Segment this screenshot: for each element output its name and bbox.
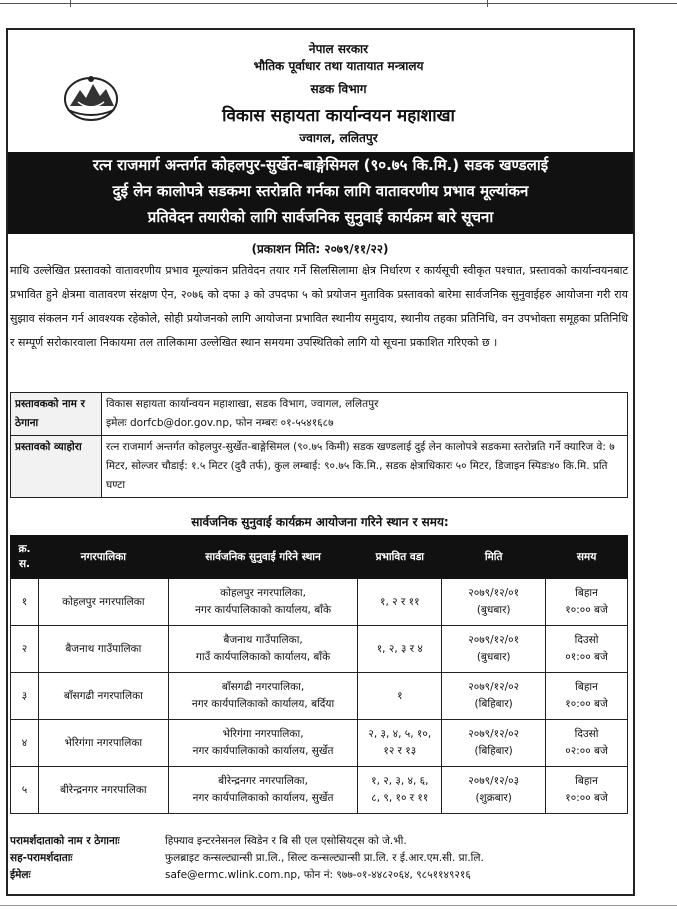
publication-date: (प्रकाशन मिति: २०७९/११/२२): [251, 242, 389, 256]
top-rule-tick: [487, 0, 488, 7]
cell-wards-text: १: [397, 689, 403, 702]
cell-venue-text: बाँसगढी नगरपालिका,: [221, 681, 305, 693]
cell-venue-text: कोहलपुर नगरपालिका,: [220, 587, 306, 599]
bottom-rule: [0, 905, 677, 906]
cell-date-text: २०७९/१२/०२: [468, 681, 520, 693]
proponent-value: [102, 393, 628, 436]
table-row: [11, 767, 628, 814]
header-office: विकास सहायता कार्यान्वयन महाशाखा: [222, 106, 455, 126]
cell-wards: [358, 626, 442, 673]
proposal-info-table: [10, 392, 628, 498]
email-row: [10, 867, 630, 884]
cell-sn-text: ३: [21, 689, 28, 702]
cell-venue: [168, 720, 358, 767]
notice-title-banner: [8, 152, 633, 234]
intro-paragraph: माथि उल्लेखित प्रस्तावको वातावरणीय प्रभाव मूल्यांकन प्रतिवेदन तयार गर्ने सिलसिलामा क्षेत्र निर्धारण र कार्यसूची स्वीकृत पश्चात, प्रस्तावको कार्यान्वयनबाट प्रभावित हुने क्षेत्रमा वातावरण संरक्षण ऐन, २०७६ को दफा ३ को उपदफा ५ को प्रयोजन मुताविक प्रस्तावको बारेमा सार्वजनिक सुनुवाईहरु आयोजना गरी राय सुझाव संकलन गर्न आवश्यक रहेकोले, सोही प्रयोजनको लागि आयोजना प्रभावित स्थानीय समुदाय, स्थानीय तहका प्रतिनिधि, वन उपभोक्ता समूहका प्रतिनिधि र सम्पूर्ण सरोकारवाला निकायमा तल तालिकामा उल्लेखित स्थान समयमा उपस्थितिको लागि यो सूचना प्रकाशित गरिएको छ ।: [10, 264, 628, 349]
cell-sn-text: २: [21, 642, 28, 655]
top-rule: [0, 3, 677, 4]
proponent-label: प्रस्तावकको नाम र ठेगाना: [11, 393, 102, 436]
top-rule-tick: [70, 0, 71, 7]
cell-venue-text: नगर कार्यपालिकाको कार्यालय, बर्दिया: [191, 698, 335, 710]
cell-wards-text: १, २ र ११: [380, 595, 420, 608]
proposal-description: रत्न राजमार्ग अन्तर्गत कोहलपुर-सुर्खेत-बाङ्गेसिमल (९०.७५ किमी) सडक खण्डलाई दुई लेन कालोपत्रे सडकमा स्तरोन्नति गर्ने क्यारिज वे: ७ मिटर, सोल्जर चौडाई: १.५ मिटर (दुवै तर्फ), कुल लम्बाई: ९०.७५ कि.मि., सडक क्षेत्राधिकारः ५० मिटर, डिजाइन स्पिडः४० कि.मि. प्रति घण्टा: [102, 436, 628, 498]
cell-sn-text: ५: [21, 783, 28, 796]
col-header-wards: प्रभावित वडा: [358, 536, 442, 579]
cell-time-text: दिउसो: [574, 728, 599, 740]
hearing-schedule-table: [10, 535, 628, 814]
email-label: ईमेलः: [10, 869, 31, 881]
cell-venue-text: बीरेन्द्रनगर नगरपालिका,: [218, 775, 308, 787]
cell-time-text: १०:०० बजे: [565, 698, 608, 710]
cell-time: [546, 673, 628, 720]
cell-date-text: २०७९/१२/०१: [468, 587, 520, 599]
cell-wards-text: ८, ९, १० र ११: [371, 792, 429, 804]
cell-venue-text: बैजनाथ गाउँपालिका,: [223, 634, 303, 646]
proposal-row: [11, 436, 628, 498]
header-department: सडक विभाग: [310, 82, 367, 96]
cell-time: [546, 626, 628, 673]
cell-municipality: [38, 767, 168, 814]
schedule-header-row: [11, 536, 628, 579]
co-consultant-label: सह-परामर्शदाताः: [10, 852, 73, 864]
cell-venue-text: भेरिगंगा नगरपालिका,: [222, 728, 304, 740]
col-header-sn: क्र. स.: [11, 536, 39, 579]
cell-time: [546, 720, 628, 767]
proponent-address: विकास सहायता कार्यान्वयन महाशाखा, सडक विभाग, ज्वागल, ललितपुर: [106, 398, 379, 410]
cell-municipality-text: बाँसगढी नगरपालिका: [63, 689, 143, 702]
consultant-label: परामर्शदाताको नाम र ठेगानाः: [10, 835, 120, 847]
table-row: [11, 579, 628, 626]
cell-date-text: २०७९/१२/०१: [468, 634, 520, 646]
nepal-emblem-icon: [62, 72, 120, 122]
consultant-value: हिफ्याव इन्टरनेसनल स्विडेन र बि सी एल एसोसियट्स को जे.भी.: [165, 835, 407, 847]
cell-venue: [168, 767, 358, 814]
cell-wards: [358, 579, 442, 626]
header-ministry: भौतिक पूर्वाधार तथा यातायात मन्त्रालय: [253, 59, 424, 73]
cell-venue-text: गाउँ कार्यपालिकाको कार्यालय, बाँके: [195, 651, 331, 663]
table-row: [11, 720, 628, 767]
cell-sn: [11, 767, 39, 814]
cell-sn: [11, 673, 39, 720]
cell-time-text: ०१:०० बजे: [565, 651, 608, 663]
cell-sn: [11, 626, 39, 673]
cell-date-text: २०७९/१२/०२: [468, 728, 520, 740]
cell-sn-text: १: [21, 595, 28, 608]
consultant-footer: [10, 833, 630, 884]
cell-venue-text: नगर कार्यपालिकाको कार्यालय, सुर्खेत: [192, 792, 334, 804]
cell-date: [442, 720, 546, 767]
co-consultant-row: [10, 850, 630, 867]
cell-time: [546, 767, 628, 814]
cell-time-text: बिहान: [575, 775, 598, 787]
cell-time-text: १०:०० बजे: [565, 604, 608, 616]
cell-time-text: बिहान: [575, 587, 598, 599]
cell-venue: [168, 579, 358, 626]
header-gov: नेपाल सरकार: [308, 42, 369, 56]
proposal-label: प्रस्तावको व्याहोरा: [11, 436, 102, 498]
table-row: [11, 626, 628, 673]
cell-municipality-text: बीरेन्द्रनगर नगरपालिका: [60, 783, 147, 796]
cell-sn-text: ४: [21, 736, 28, 749]
cell-municipality: [38, 720, 168, 767]
col-header-time: समय: [546, 536, 628, 579]
cell-municipality: [38, 626, 168, 673]
cell-date: [442, 673, 546, 720]
banner-line-3: प्रतिवेदन तयारीको लागि सार्वजनिक सुनुवाई कार्यक्रम बारे सूचना: [147, 208, 494, 226]
cell-municipality: [38, 673, 168, 720]
cell-sn: [11, 720, 39, 767]
cell-date-text: (बिहिबार): [474, 745, 513, 757]
proponent-row: [11, 393, 628, 436]
cell-venue-text: नगर कार्यपालिकाको कार्यालय, सुर्खेत: [192, 745, 334, 757]
cell-date: [442, 626, 546, 673]
cell-date-text: (शुक्रबार): [475, 792, 512, 804]
banner-line-1: रत्न राजमार्ग अन्तर्गत कोहलपुर-सुर्खेत-बाङ्गेसिमल (९०.७५ कि.मि.) सडक खण्डलाई: [92, 156, 549, 174]
cell-date: [442, 579, 546, 626]
cell-time: [546, 579, 628, 626]
cell-municipality: [38, 579, 168, 626]
cell-wards-text: २, ३, ४, ५, १०,: [368, 728, 432, 740]
banner-line-2: दुई लेन कालोपत्रे सडकमा स्तरोन्नति गर्नका लागि वातावरणीय प्रभाव मूल्यांकन: [112, 182, 529, 200]
cell-date-text: (बिहिबार): [474, 698, 513, 710]
cell-date-text: (बुधबार): [476, 604, 511, 616]
col-header-municipality: नगरपालिका: [38, 536, 168, 579]
email-value: safe@ermc.wlink.com.np, फोन नं: ९७७-०१-४४८२०६४, ९८५११४९२१६: [165, 869, 471, 881]
cell-time-text: १०:०० बजे: [565, 792, 608, 804]
cell-wards-text: १, २, ३, ४, ६,: [371, 775, 429, 787]
cell-date-text: २०७९/१२/०३: [468, 775, 520, 787]
table-row: [11, 673, 628, 720]
cell-municipality-text: भेरिगंगा नगरपालिका: [64, 736, 143, 749]
cell-date-text: (बुधबार): [476, 651, 511, 663]
consultant-row: [10, 833, 630, 850]
cell-venue: [168, 626, 358, 673]
cell-wards-text: १२ र १३: [383, 745, 417, 757]
cell-venue-text: नगर कार्यपालिकाको कार्यालय, बाँके: [195, 604, 332, 616]
header-location: ज्वागल, ललितपुर: [299, 131, 378, 145]
cell-wards-text: १, २, ३ र ४: [376, 642, 423, 655]
cell-wards: [358, 720, 442, 767]
cell-wards: [358, 767, 442, 814]
cell-venue: [168, 673, 358, 720]
col-header-date: मिति: [442, 536, 546, 579]
schedule-title: सार्वजनिक सुनुवाई कार्यक्रम आयोजना गरिने स्थान र समय:: [191, 515, 449, 529]
cell-time-text: ०२:०० बजे: [565, 745, 608, 757]
cell-time-text: दिउसो: [574, 634, 599, 646]
cell-municipality-text: कोहलपुर नगरपालिका: [62, 595, 145, 608]
cell-sn: [11, 579, 39, 626]
col-header-venue: सार्वजनिक सुनुवाई गरिने स्थान: [168, 536, 358, 579]
cell-date: [442, 767, 546, 814]
co-consultant-value: फुलब्राइट कन्सल्ट्यान्सी प्रा.लि., सिल्ट कन्सल्ट्यान्सी प्रा.लि. र ई.आर.एम.सी. प्रा.लि.: [165, 852, 484, 864]
cell-time-text: बिहान: [575, 681, 598, 693]
proponent-contact: इमेलः dorfcb@dor.gov.np, फोन नम्बरः ०१-५५४१६८७: [106, 417, 334, 429]
cell-wards: [358, 673, 442, 720]
cell-municipality-text: बैजनाथ गाउँपालिका: [65, 642, 142, 655]
